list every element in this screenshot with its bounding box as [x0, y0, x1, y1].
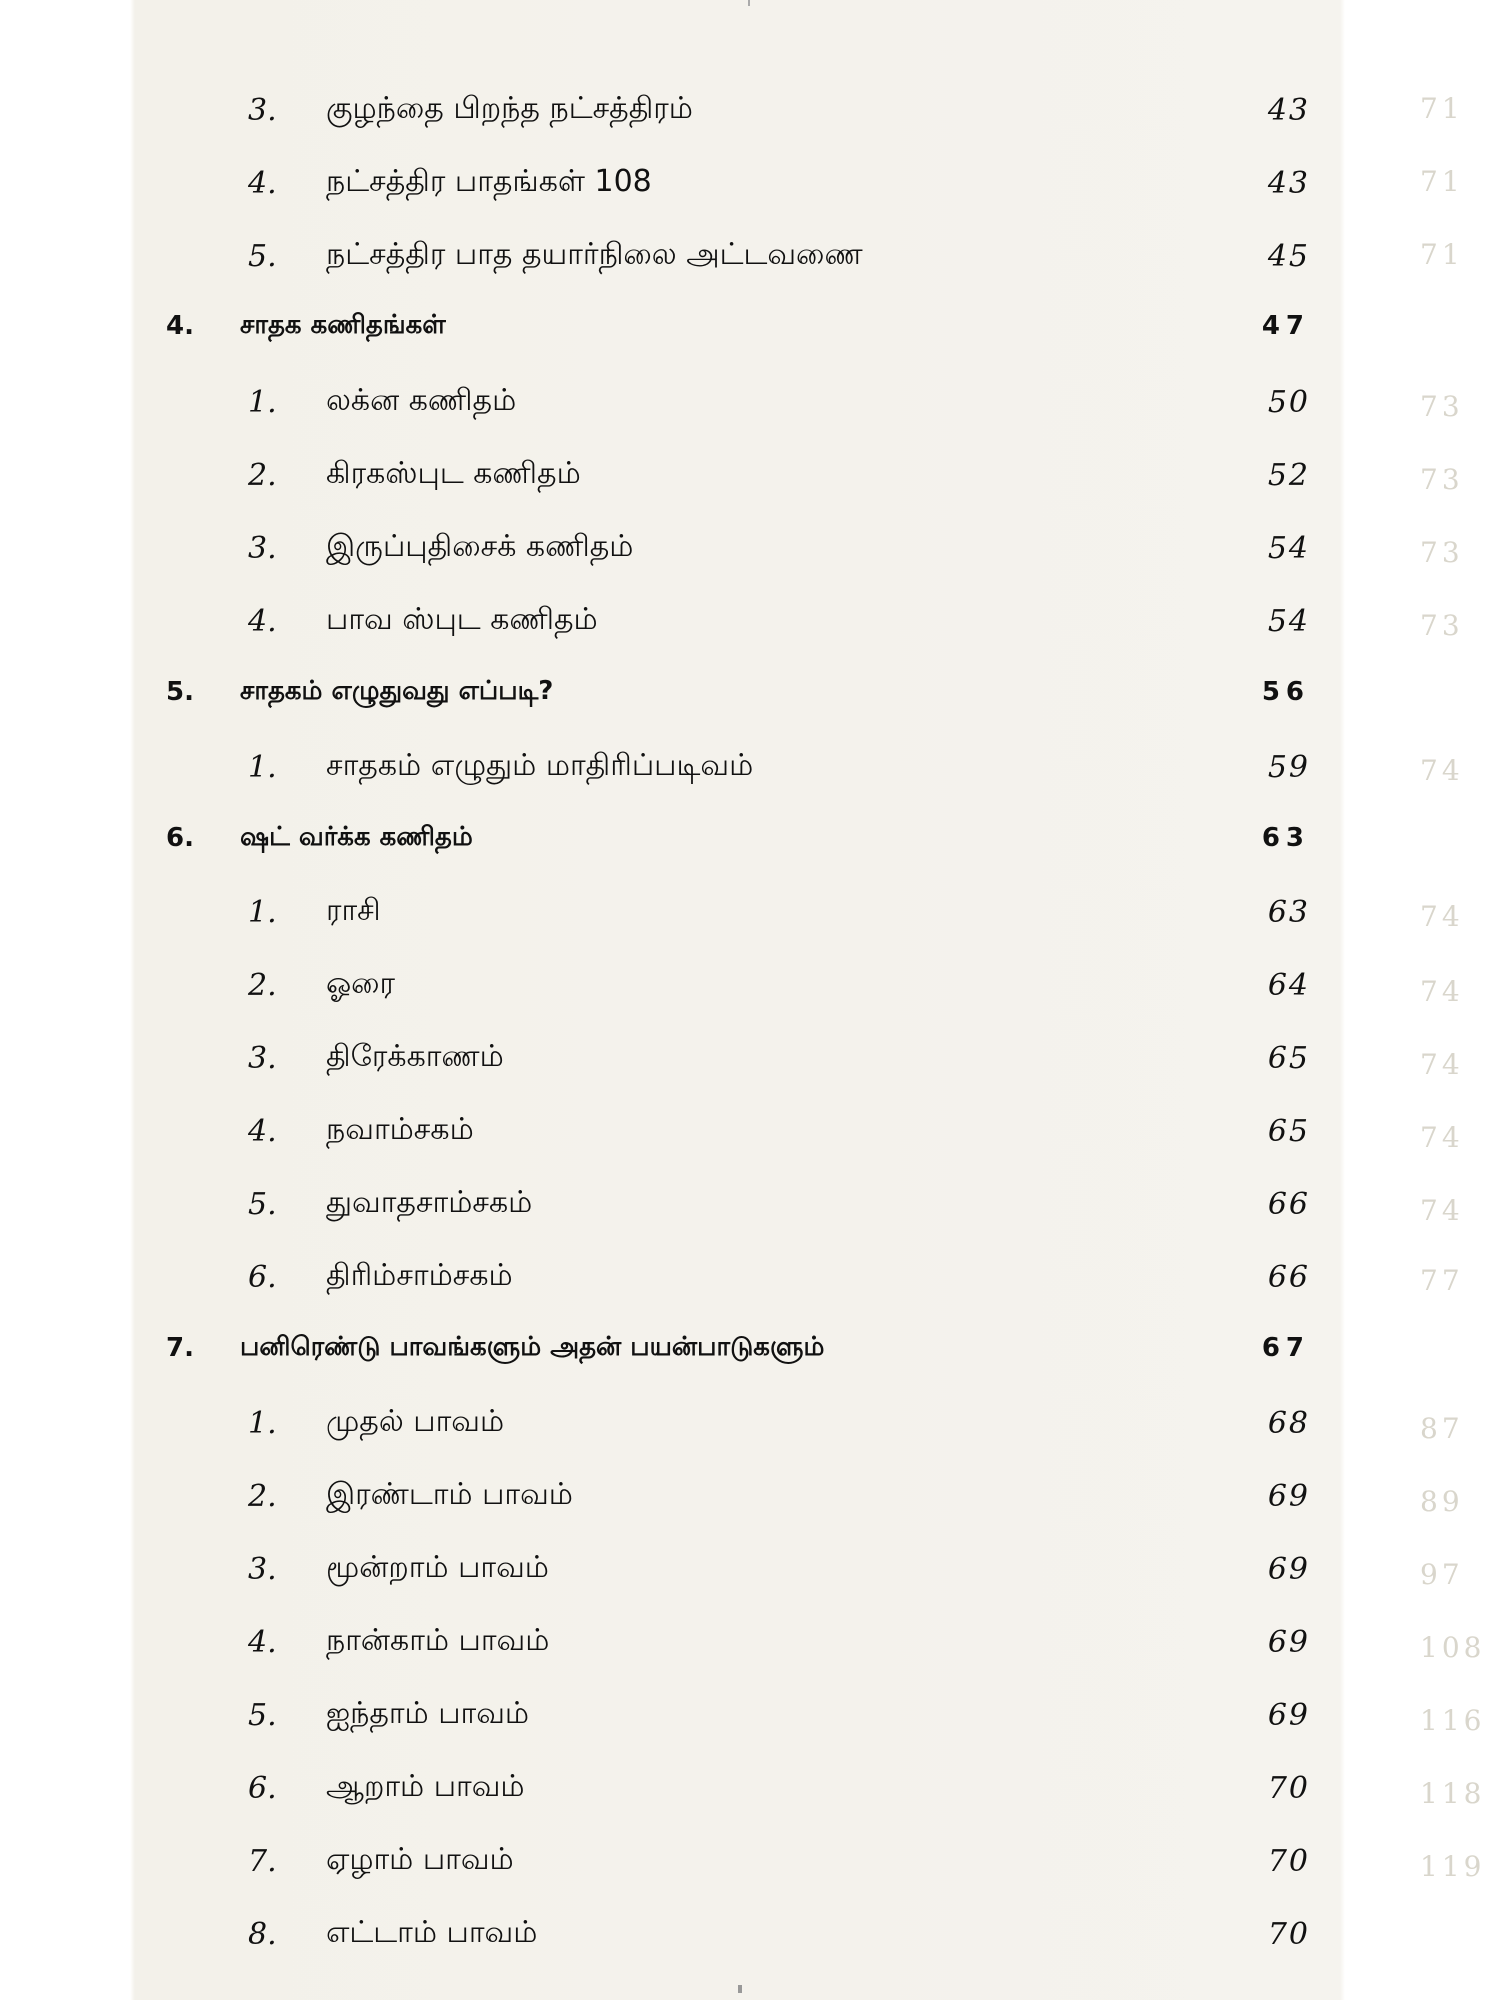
entry-page-number: 69: [1267, 1478, 1310, 1514]
bleed-through-number: 74: [1420, 1121, 1464, 1154]
bleed-through-number: 74: [1420, 754, 1464, 787]
section-entry: [0, 518, 1500, 578]
entry-number: 5.: [166, 677, 194, 707]
entry-number: 4.: [248, 1624, 277, 1660]
chapter-entry: [0, 296, 1500, 356]
bleed-through-number: 73: [1420, 609, 1464, 642]
entry-title: ஏழாம் பாவம்: [326, 1841, 514, 1877]
entry-number: 2.: [248, 967, 277, 1003]
entry-page-number: 50: [1267, 384, 1310, 420]
entry-number: 2.: [248, 1478, 277, 1514]
entry-title: ஷட் வர்க்க கணிதம்: [240, 821, 473, 852]
entry-title: ஐந்தாம் பாவம்: [326, 1695, 530, 1731]
section-entry: [0, 1758, 1500, 1818]
entry-page-number: 45: [1267, 238, 1310, 274]
entry-page-number: 67: [1261, 1333, 1310, 1363]
bleed-through-number: 71: [1420, 165, 1464, 198]
entry-title: முதல் பாவம்: [326, 1403, 505, 1439]
entry-page-number: 69: [1267, 1551, 1310, 1587]
entry-number: 3.: [248, 92, 277, 128]
entry-title: எட்டாம் பாவம்: [326, 1914, 538, 1950]
bleed-through-number: 118: [1420, 1777, 1486, 1810]
bleed-through-number: 74: [1420, 1048, 1464, 1081]
entry-title: சாதகம் எழுதும் மாதிரிப்படிவம்: [326, 747, 754, 783]
entry-title: நட்சத்திர பாதங்கள் 108: [326, 163, 652, 199]
entry-number: 1.: [248, 894, 277, 930]
entry-number: 1.: [248, 1405, 277, 1441]
bleed-through-number: 74: [1420, 1194, 1464, 1227]
entry-number: 2.: [248, 457, 277, 493]
entry-page-number: 43: [1267, 92, 1310, 128]
entry-number: 7.: [166, 1333, 194, 1363]
section-entry: [0, 591, 1500, 651]
bleed-through-number: 97: [1420, 1558, 1464, 1591]
entry-number: 4.: [248, 603, 277, 639]
section-entry: [0, 955, 1500, 1015]
entry-number: 5.: [248, 1697, 277, 1733]
entry-page-number: 70: [1267, 1843, 1310, 1879]
entry-title: ராசி: [326, 892, 381, 928]
entry-page-number: 69: [1267, 1697, 1310, 1733]
entry-title: பனிரெண்டு பாவங்களும் அதன் பயன்பாடுகளும்: [240, 1331, 825, 1362]
entry-page-number: 54: [1267, 603, 1310, 639]
bleed-through-number: 74: [1420, 975, 1464, 1008]
entry-page-number: 52: [1267, 457, 1310, 493]
entry-number: 4.: [166, 311, 194, 341]
entry-title: இரண்டாம் பாவம்: [326, 1476, 573, 1512]
entry-page-number: 66: [1267, 1259, 1310, 1295]
section-entry: [0, 737, 1500, 797]
bleed-through-number: 71: [1420, 92, 1464, 125]
entry-title: நான்காம் பாவம்: [326, 1622, 550, 1658]
section-entry: [0, 1393, 1500, 1453]
entry-page-number: 65: [1267, 1113, 1310, 1149]
section-entry: [0, 80, 1500, 140]
entry-number: 4.: [248, 165, 277, 201]
bleed-through-number: 119: [1420, 1850, 1486, 1883]
entry-title: நட்சத்திர பாத தயார்நிலை அட்டவணை: [326, 236, 863, 272]
entry-number: 5.: [248, 1186, 277, 1222]
entry-page-number: 63: [1267, 894, 1310, 930]
section-entry: [0, 372, 1500, 432]
entry-number: 6.: [248, 1259, 277, 1295]
entry-number: 7.: [248, 1843, 277, 1879]
entry-title: குழந்தை பிறந்த நட்சத்திரம்: [326, 90, 693, 126]
entry-title: சாதக கணிதங்கள்: [240, 309, 446, 340]
section-entry: [0, 153, 1500, 213]
section-entry: [0, 882, 1500, 942]
bleed-through-number: 89: [1420, 1485, 1464, 1518]
chapter-entry: [0, 662, 1500, 722]
entry-page-number: 68: [1267, 1405, 1310, 1441]
entry-number: 5.: [248, 238, 277, 274]
section-entry: [0, 1904, 1500, 1964]
bleed-through-number: 116: [1420, 1704, 1486, 1737]
entry-page-number: 47: [1261, 311, 1310, 341]
bleed-through-number: 73: [1420, 463, 1464, 496]
entry-page-number: 54: [1267, 530, 1310, 566]
section-entry: [0, 1466, 1500, 1526]
entry-number: 3.: [248, 530, 277, 566]
section-entry: [0, 1174, 1500, 1234]
entry-number: 6.: [166, 823, 194, 853]
entry-number: 1.: [248, 384, 277, 420]
chapter-entry: [0, 808, 1500, 868]
entry-title: சாதகம் எழுதுவது எப்படி?: [240, 675, 554, 706]
entry-title: ஓரை: [326, 965, 396, 1001]
entry-page-number: 59: [1267, 749, 1310, 785]
chapter-entry: [0, 1318, 1500, 1378]
section-entry: [0, 1539, 1500, 1599]
bleed-through-number: 71: [1420, 238, 1464, 271]
page-bottom-mark: [738, 1985, 742, 1993]
entry-number: 8.: [248, 1916, 277, 1952]
entry-page-number: 69: [1267, 1624, 1310, 1660]
entry-number: 1.: [248, 749, 277, 785]
entry-number: 6.: [248, 1770, 277, 1806]
entry-number: 3.: [248, 1551, 277, 1587]
entry-page-number: 64: [1267, 967, 1310, 1003]
entry-page-number: 63: [1261, 823, 1310, 853]
bleed-through-number: 87: [1420, 1412, 1464, 1445]
entry-number: 3.: [248, 1040, 277, 1076]
section-entry: [0, 1831, 1500, 1891]
entry-title: இருப்புதிசைக் கணிதம்: [326, 528, 634, 564]
entry-page-number: 70: [1267, 1916, 1310, 1952]
entry-title: கிரகஸ்புட கணிதம்: [326, 455, 581, 491]
section-entry: [0, 1685, 1500, 1745]
entry-number: 4.: [248, 1113, 277, 1149]
bleed-through-number: 108: [1420, 1631, 1486, 1664]
section-entry: [0, 226, 1500, 286]
entry-page-number: 56: [1261, 677, 1310, 707]
bleed-through-number: 73: [1420, 536, 1464, 569]
bleed-through-number: 74: [1420, 900, 1464, 933]
entry-title: மூன்றாம் பாவம்: [326, 1549, 549, 1585]
entry-page-number: 66: [1267, 1186, 1310, 1222]
entry-page-number: 43: [1267, 165, 1310, 201]
section-entry: [0, 1247, 1500, 1307]
entry-page-number: 65: [1267, 1040, 1310, 1076]
bleed-through-number: 73: [1420, 390, 1464, 423]
entry-title: நவாம்சகம்: [326, 1111, 474, 1147]
section-entry: [0, 1028, 1500, 1088]
bleed-through-number: 77: [1420, 1264, 1464, 1297]
entry-title: பாவ ஸ்புட கணிதம்: [326, 601, 598, 637]
entry-title: ஆறாம் பாவம்: [326, 1768, 525, 1804]
section-entry: [0, 1101, 1500, 1161]
section-entry: [0, 1612, 1500, 1672]
entry-page-number: 70: [1267, 1770, 1310, 1806]
section-entry: [0, 445, 1500, 505]
entry-title: லக்ன கணிதம்: [326, 382, 517, 418]
entry-title: திரிம்சாம்சகம்: [326, 1257, 513, 1293]
entry-title: துவாதசாம்சகம்: [326, 1184, 533, 1220]
entry-title: திரேக்காணம்: [326, 1038, 504, 1074]
